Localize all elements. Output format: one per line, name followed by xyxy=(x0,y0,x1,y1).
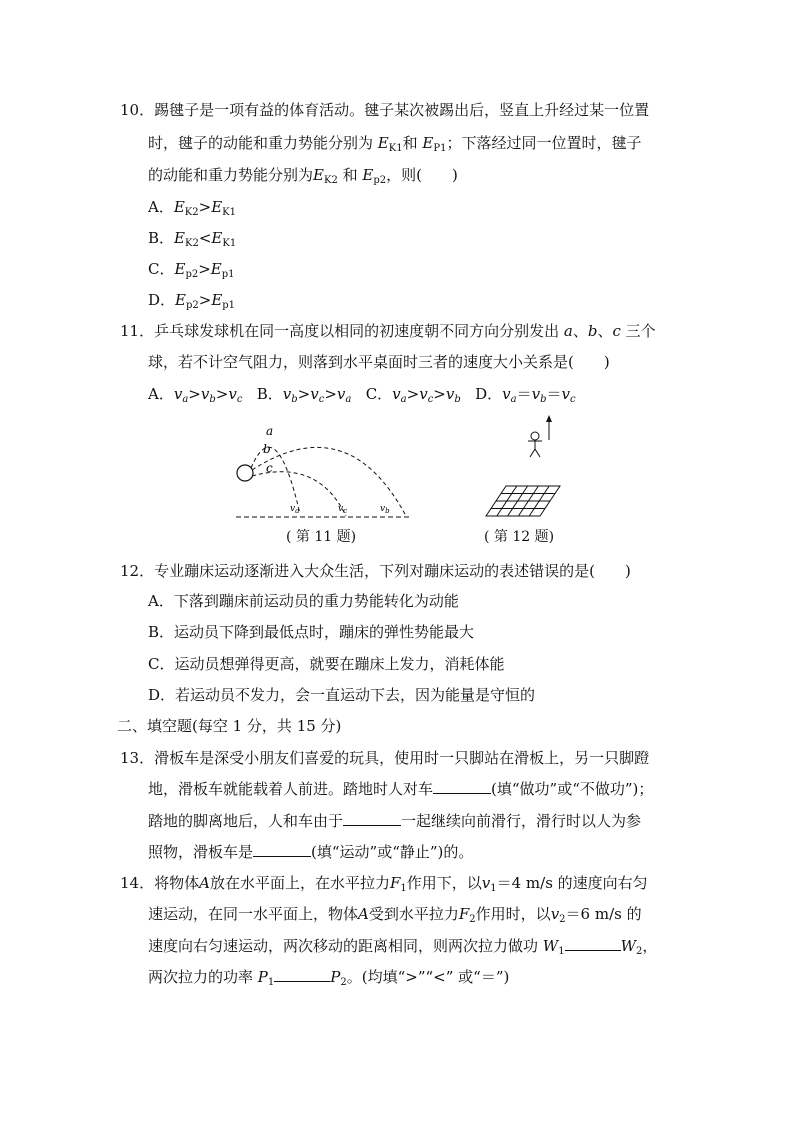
q10-line3: 的动能和重力势能分别为$E_{K2}$ 和 $E_{p2}$，则( ) xyxy=(148,166,458,186)
q14-blank-1[interactable] xyxy=(565,936,621,951)
label-c: c xyxy=(266,461,273,475)
q12-option-c: C．运动员想弹得更高，就要在蹦床上发力，消耗体能 xyxy=(148,655,505,673)
q13-blank-3[interactable] xyxy=(253,842,311,857)
q11-option-d: D．$v_a=v_b=v_c$ xyxy=(475,385,576,405)
q10-option-d: D．$E_{p2}>E_{p1}$ xyxy=(148,291,236,311)
q12-option-b: B．运动员下降到最低点时，蹦床的弹性势能最大 xyxy=(148,623,475,641)
q14-line3: 速度向右匀速运动，两次移动的距离相同，则两次拉力做功 $W_1$ $W_2$， xyxy=(148,937,658,957)
q14-line4: 两次拉力的功率 $P_1$ $P_2$。(均填“>”“<” 或“＝”) xyxy=(148,968,510,988)
label-va: $v_a$ xyxy=(290,504,300,515)
arrow-up-icon xyxy=(546,415,552,440)
q10-option-b: B．$E_{K2}<E_{K1}$ xyxy=(148,229,237,249)
fig11-caption: ( 第 11 题) xyxy=(286,529,357,545)
ball-launcher-icon xyxy=(237,465,253,481)
q13-line4: 照物，滑板车是 (填“运动”或“静止”)的。 xyxy=(148,843,474,861)
q12-option-d: D．若运动员不发力，会一直运动下去，因为能量是守恒的 xyxy=(148,686,536,704)
q11-option-c: C．$v_a>v_c>v_b$ xyxy=(365,385,461,405)
section2-title: 二、填空题(每空 1 分，共 15 分) xyxy=(117,717,342,735)
q13-blank-2[interactable] xyxy=(343,811,401,826)
label-b: b xyxy=(263,442,271,456)
q10-line2: 时，毽子的动能和重力势能分别为 $E_{K1}$和 $E_{P1}$；下落经过同一位置时，毽子 xyxy=(148,134,642,154)
q14-line2: 速运动，在同一水平面上，物体A受到水平拉力$F_2$作用时，以$v_2=6$ m/s 的 xyxy=(148,905,642,925)
q13-line2: 地，滑板车就能载着人前进。踏地时人对车 (填“做功”或“不做功”)； xyxy=(148,780,654,798)
fig12-diagram xyxy=(480,412,570,522)
fig11-diagram xyxy=(228,418,418,524)
q14-blank-2[interactable] xyxy=(274,967,330,982)
label-vb: $v_b$ xyxy=(380,504,390,515)
q12-line1: 12．专业蹦床运动逐渐进入大众生活，下列对蹦床运动的表述错误的是( ) xyxy=(120,562,631,580)
trampoline-grid xyxy=(486,486,560,516)
q13-line3: 踏地的脚离地后，人和车由于 一起继续向前滑行，滑行时以人为参 xyxy=(148,812,642,830)
label-vc: $v_c$ xyxy=(338,504,348,515)
q13-line1: 13．滑板车是深受小朋友们喜爱的玩具，使用时一只脚站在滑板上，另一只脚蹬 xyxy=(120,749,650,767)
q11-line2: 球，若不计空气阻力，则落到水平桌面时三者的速度大小关系是( ) xyxy=(148,353,610,371)
q11-line1: 11．乒乓球发球机在同一高度以相同的初速度朝不同方向分别发出 a、b、c 三个 xyxy=(120,322,656,340)
q11-options xyxy=(148,384,576,404)
q11-option-b: B．$v_b>v_c>v_a$ xyxy=(256,385,352,405)
q13-blank-1[interactable] xyxy=(433,779,491,794)
q10-line1: 10．踢毽子是一项有益的体育活动。毽子某次被踢出后，竖直上升经过某一位置 xyxy=(120,101,650,119)
q14-line1: 14．将物体A放在水平面上，在水平拉力$F_1$作用下，以$v_1=4$ m/s 的速度向右匀 xyxy=(120,874,648,894)
fig12-caption: ( 第 12 题) xyxy=(484,529,555,545)
q10-option-a: A．$E_{K2}>E_{K1}$ xyxy=(148,198,237,218)
label-a: a xyxy=(266,424,274,438)
q11-option-a: A．$v_a>v_b>v_c$ xyxy=(148,385,243,405)
person-icon xyxy=(528,432,542,457)
q12-option-a: A．下落到蹦床前运动员的重力势能转化为动能 xyxy=(148,592,459,610)
q10-option-c: C．$E_{p2}>E_{p1}$ xyxy=(148,260,235,280)
